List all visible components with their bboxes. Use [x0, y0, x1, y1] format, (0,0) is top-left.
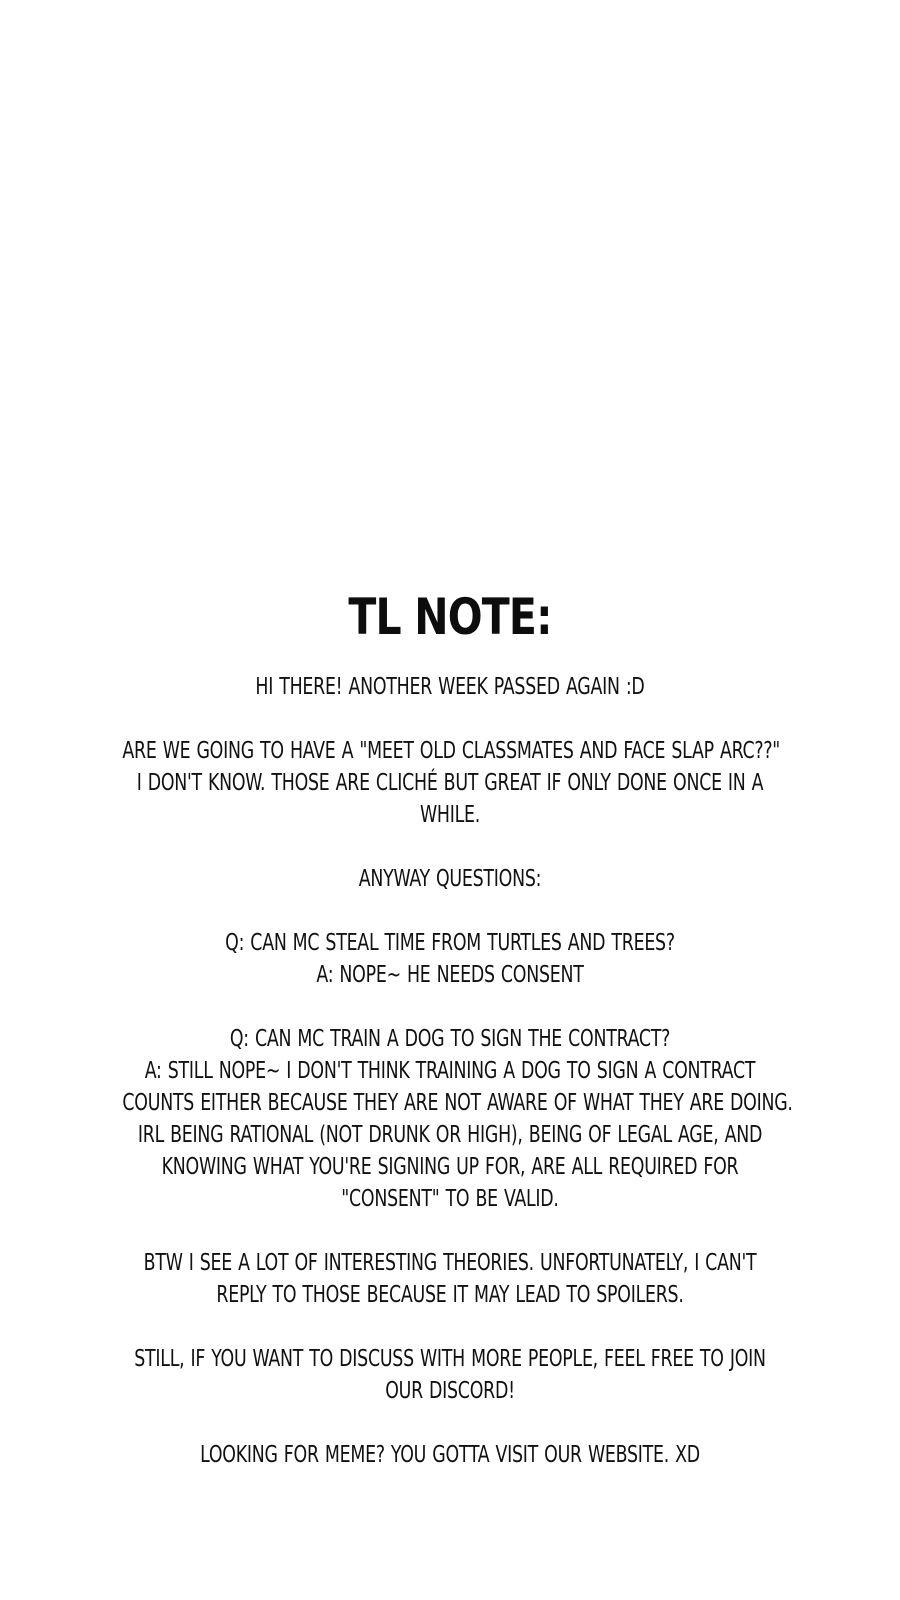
note-line: IRL BEING RATIONAL (NOT DRUNK OR HIGH), BEING OF LEGAL AGE, AND — [137, 1122, 763, 1148]
note-paragraph — [0, 735, 900, 831]
note-line: COUNTS EITHER BECAUSE THEY ARE NOT AWARE OF WHAT THEY ARE DOING. — [122, 1090, 793, 1116]
note-paragraph — [0, 927, 900, 991]
note-body — [0, 671, 900, 1471]
note-line: BTW I SEE A LOT OF INTERESTING THEORIES. UNFORTUNATELY, I CAN'T — [143, 1250, 757, 1276]
note-paragraph — [0, 1023, 900, 1215]
note-line: A: STILL NOPE~ I DON'T THINK TRAINING A DOG TO SIGN A CONTRACT — [144, 1058, 756, 1084]
note-line: ARE WE GOING TO HAVE A "MEET OLD CLASSMATES AND FACE SLAP ARC??" — [122, 738, 781, 764]
note-line: HI THERE! ANOTHER WEEK PASSED AGAIN :D — [255, 674, 645, 700]
note-line: LOOKING FOR MEME? YOU GOTTA VISIT OUR WEBSITE. XD — [200, 1442, 700, 1468]
note-line: Q: CAN MC TRAIN A DOG TO SIGN THE CONTRACT? — [229, 1026, 671, 1052]
note-line: OUR DISCORD! — [385, 1378, 515, 1404]
translator-note — [0, 585, 900, 1503]
note-line: Q: CAN MC STEAL TIME FROM TURTLES AND TREES? — [225, 930, 675, 956]
note-paragraph — [0, 1247, 900, 1311]
note-line: REPLY TO THOSE BECAUSE IT MAY LEAD TO SPOILERS. — [216, 1282, 684, 1308]
note-paragraph — [0, 1439, 900, 1471]
note-title: TL NOTE: — [348, 588, 552, 646]
note-line: A: NOPE~ HE NEEDS CONSENT — [316, 962, 584, 988]
note-paragraph — [0, 1343, 900, 1407]
note-line: WHILE. — [419, 802, 481, 828]
note-line: STILL, IF YOU WANT TO DISCUSS WITH MORE PEOPLE, FEEL FREE TO JOIN — [134, 1346, 766, 1372]
note-paragraph — [0, 863, 900, 895]
note-line: "CONSENT" TO BE VALID. — [341, 1186, 559, 1212]
note-line: KNOWING WHAT YOU'RE SIGNING UP FOR, ARE ALL REQUIRED FOR — [161, 1154, 739, 1180]
note-line: ANYWAY QUESTIONS: — [358, 866, 542, 892]
note-paragraph — [0, 671, 900, 703]
note-line: I DON'T KNOW. THOSE ARE CLICHÉ BUT GREAT IF ONLY DONE ONCE IN A — [136, 770, 764, 796]
